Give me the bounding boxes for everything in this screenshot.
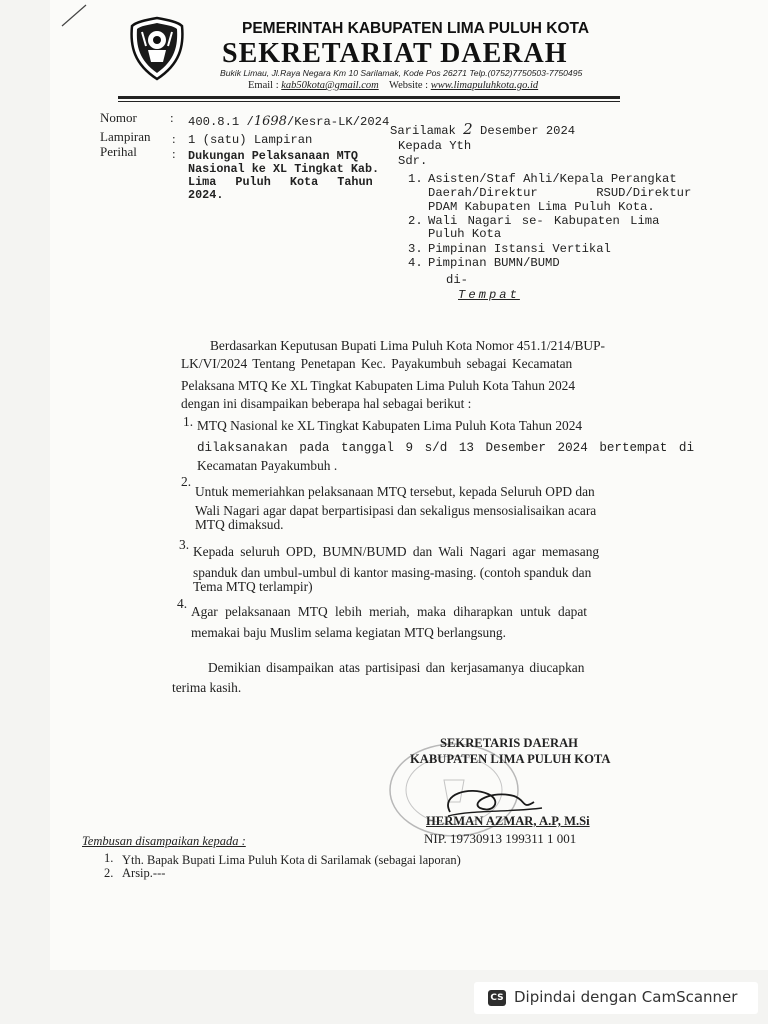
recipient-number: 3. [408, 242, 423, 256]
recipient-line: Pimpinan BUMN/BUMD [428, 256, 560, 270]
camscanner-text: Dipindai dengan CamScanner [514, 988, 738, 1006]
point-number: 3. [179, 537, 190, 552]
lampiran-sep: : [172, 131, 176, 146]
signatory-name: HERMAN AZMAR, A.P, M.Si [426, 814, 590, 828]
recipient-line: Wali Nagari se- Kabupaten Lima [428, 214, 660, 228]
camscanner-watermark [474, 982, 758, 1014]
letter-date [390, 120, 575, 138]
body-line: Pelaksana MTQ Ke XL Tingkat Kabupaten Lima Puluh Kota Tahun 2024 [181, 378, 576, 393]
camscanner-icon: CS [488, 990, 506, 1006]
point-line: dilaksanakan pada tanggal 9 s/d 13 Desember 2024 bertempat di [197, 441, 695, 455]
email-link[interactable]: kab50kota@gmail.com [281, 80, 379, 91]
recipient-number: 1. [408, 172, 423, 186]
point-line: Untuk memeriahkan pelaksanaan MTQ tersebut, kepada Seluruh OPD dan [195, 484, 595, 499]
recipient-line: Daerah/Direktur RSUD/Direktur [428, 186, 692, 200]
perihal-line: Lima Puluh Kota Tahun [188, 175, 373, 189]
point-number: 2. [181, 474, 192, 489]
website-link[interactable]: www.limapuluhkota.go.id [430, 80, 539, 91]
point-line: memakai baju Muslim selama kegiatan MTQ berlangsung. [191, 625, 506, 640]
office-heading: SEKRETARIAT DAERAH [222, 38, 568, 69]
nomor-handwritten: 1698 [253, 114, 287, 129]
point-line: Agar pelaksanaan MTQ lebih meriah, maka diharapkan untuk dapat [191, 604, 588, 619]
nomor-value [188, 114, 389, 129]
body-line: dengan ini disampaikan beberapa hal sebagai berikut : [181, 396, 472, 411]
recipient-number: 4. [408, 256, 423, 270]
tembusan-item: Arsip.--- [122, 866, 166, 880]
recipient-number: 2. [408, 214, 423, 228]
point-number: 1. [183, 414, 194, 429]
sdr-label: Sdr. [398, 154, 428, 168]
perihal-label: Perihal [100, 144, 137, 159]
point-line: Kepada seluruh OPD, BUMN/BUMD dan Wali Nagari agar memasang [193, 544, 600, 559]
nomor-prefix: 400.8.1 / [188, 115, 254, 129]
date-month-year: Desember 2024 [480, 124, 576, 138]
signatory-title: SEKRETARIS DAERAH [440, 736, 578, 750]
point-number: 4. [177, 596, 188, 611]
point-line: spanduk dan umbul-umbul di kantor masing-masing. (contoh spanduk dan [193, 565, 592, 580]
header-rule-thick [118, 96, 620, 99]
gov-heading: PEMERINTAH KABUPATEN LIMA PULUH KOTA [242, 20, 590, 37]
nomor-sep: : [170, 110, 174, 125]
website-label: Website : [389, 80, 429, 91]
body-line: LK/VI/2024 Tentang Penetapan Kec. Payakumbuh sebagai Kecamatan [181, 356, 573, 371]
point-line: Tema MTQ terlampir) [193, 579, 313, 594]
body-line: Berdasarkan Keputusan Bupati Lima Puluh Kota Nomor 451.1/214/BUP- [210, 338, 605, 353]
closing-line: terima kasih. [172, 680, 242, 695]
perihal-line: Dukungan Pelaksanaan MTQ [188, 149, 358, 163]
closing-line: Demikian disampaikan atas partisipasi dan kerjasamanya diucapkan [208, 660, 585, 675]
point-line: Kecamatan Payakumbuh . [197, 458, 338, 473]
perihal-sep: : [172, 146, 176, 161]
recipient-line: Pimpinan Istansi Vertikal [428, 242, 611, 256]
pen-mark [60, 2, 90, 28]
perihal-line: Nasional ke XL Tingkat Kab. [188, 162, 380, 176]
contact-line [248, 80, 538, 91]
signatory-office: KABUPATEN LIMA PULUH KOTA [410, 752, 611, 766]
lampiran-value: 1 (satu) Lampiran [188, 133, 313, 147]
kepada-label: Kepada Yth [398, 139, 472, 153]
recipient-line: PDAM Kabupaten Lima Puluh Kota. [428, 200, 655, 214]
point-line: MTQ dimaksud. [195, 517, 284, 532]
tembusan-item: Yth. Bapak Bupati Lima Puluh Kota di Sarilamak (sebagai laporan) [122, 853, 461, 867]
office-address: Bukik Limau, Jl.Raya Negara Km 10 Sarilamak, Kode Pos 26271 Telp.(0752)7750503-7750495 [220, 68, 583, 78]
di-label: di- [446, 273, 468, 287]
date-place: Sarilamak [390, 124, 456, 138]
lampiran-label: Lampiran [100, 129, 151, 144]
tembusan-number: 1. [104, 851, 114, 865]
nomor-label: Nomor [100, 110, 137, 125]
recipient-line: Asisten/Staf Ahli/Kepala Perangkat [428, 172, 677, 186]
tembusan-title: Tembusan disampaikan kepada : [82, 834, 246, 848]
email-label: Email : [248, 80, 279, 91]
date-day-handwritten: 2 [463, 120, 473, 138]
point-line: MTQ Nasional ke XL Tingkat Kabupaten Lima Puluh Kota Tahun 2024 [197, 418, 583, 433]
perihal-line: 2024. [188, 188, 224, 202]
recipient-line: Puluh Kota [428, 227, 502, 241]
header-rule-thin [118, 101, 620, 102]
tembusan-number: 2. [104, 866, 114, 880]
tempat-label: Tempat [458, 288, 520, 302]
regency-emblem-icon [128, 16, 186, 82]
nomor-suffix: /Kesra-LK/2024 [286, 115, 390, 129]
signatory-nip: NIP. 19730913 199311 1 001 [424, 831, 577, 846]
point-line: Wali Nagari agar dapat berpartisipasi dan sekaligus mensosialisaikan acara [195, 503, 597, 518]
